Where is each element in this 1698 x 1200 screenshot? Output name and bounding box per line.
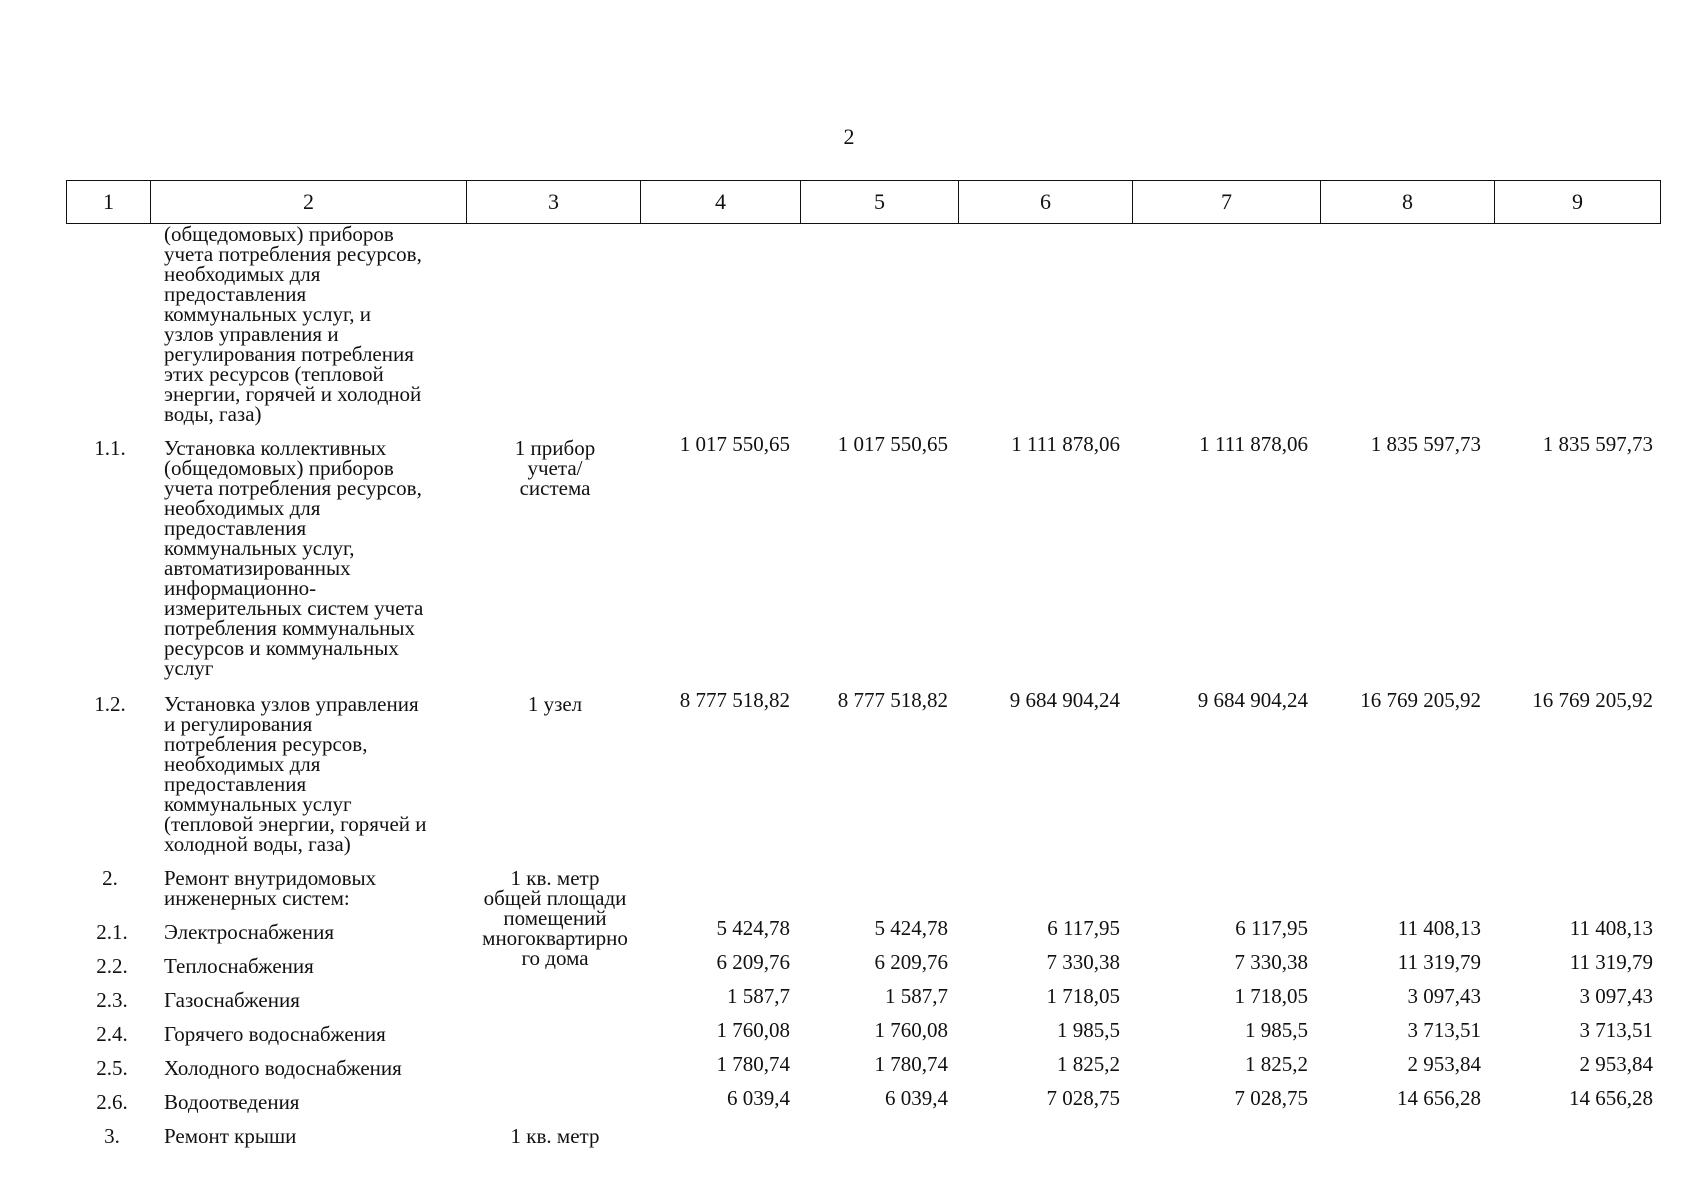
row-number: 2.5.: [96, 1056, 128, 1080]
row-value-col7: 6 117,95: [1235, 916, 1308, 940]
row-value-col6: 7 028,75: [1046, 1086, 1120, 1110]
row-value-col7: 1 825,2: [1245, 1052, 1308, 1076]
row-value-col4: 1 780,74: [716, 1052, 790, 1076]
row-value-col6: 1 111 878,06: [1011, 432, 1120, 456]
row-value-col5: 8 777 518,82: [837, 688, 948, 712]
row-value-col9: 11 319,79: [1569, 950, 1653, 974]
row-value-col5: 6 039,4: [885, 1086, 948, 1110]
row-value-col5: 5 424,78: [874, 916, 948, 940]
row-value-col8: 11 319,79: [1397, 950, 1481, 974]
row-value-col9: 14 656,28: [1569, 1086, 1653, 1110]
row-value-col7: 7 028,75: [1234, 1086, 1308, 1110]
row-value-col6: 1 825,2: [1057, 1052, 1120, 1076]
row-unit: 1 кв. метр общей площади помещений многоквартирно го дома: [482, 866, 628, 970]
row-value-col7: 1 718,05: [1234, 984, 1308, 1008]
row-value-col4: 1 017 550,65: [679, 432, 790, 456]
row-value-col7: 1 985,5: [1245, 1018, 1308, 1042]
row-value-col4: 6 039,4: [727, 1086, 790, 1110]
page-number: 2: [843, 124, 855, 149]
row-number: 1.2.: [94, 692, 126, 716]
header-col-3: 3: [467, 181, 641, 224]
row-name: Водоотведения: [164, 1090, 300, 1114]
row-number: 1.1.: [94, 436, 126, 460]
row-name: Газоснабжения: [164, 988, 300, 1012]
row-value-col8: 3 713,51: [1407, 1018, 1481, 1042]
row-number: 2.1.: [96, 920, 128, 944]
column-number-header: [66, 180, 1661, 224]
row-value-col6: 6 117,95: [1047, 916, 1120, 940]
header-col-4: 4: [641, 181, 801, 224]
row-value-col4: 1 760,08: [716, 1018, 790, 1042]
row-number: 2.6.: [96, 1090, 128, 1114]
row-unit: 1 кв. метр: [510, 1124, 600, 1148]
row-value-col7: 1 111 878,06: [1199, 432, 1308, 456]
header-col-6: 6: [959, 181, 1133, 224]
header-col-5: 5: [801, 181, 959, 224]
row-value-col6: 7 330,38: [1046, 950, 1120, 974]
row-name: Установка узлов управления и регулирования потребления ресурсов, необходимых для предоставления коммунальных услуг (тепловой энергии, горячей и холодной воды, газа): [164, 692, 427, 856]
row-unit: 1 прибор учета/ система: [514, 436, 596, 500]
row-value-col8: 16 769 205,92: [1360, 688, 1481, 712]
header-col-8: 8: [1321, 181, 1495, 224]
header-col-2: 2: [151, 181, 467, 224]
row-value-col6: 1 985,5: [1057, 1018, 1120, 1042]
row-value-col9: 2 953,84: [1579, 1052, 1653, 1076]
row-name: Ремонт внутридомовых инженерных систем:: [164, 866, 377, 910]
header-col-9: 9: [1495, 181, 1661, 224]
row-value-col6: 1 718,05: [1046, 984, 1120, 1008]
row-name: Холодного водоснабжения: [164, 1056, 402, 1080]
row-value-col9: 1 835 597,73: [1542, 432, 1653, 456]
row-value-col5: 1 780,74: [874, 1052, 948, 1076]
row-value-col8: 14 656,28: [1397, 1086, 1481, 1110]
row-value-col4: 8 777 518,82: [679, 688, 790, 712]
row-value-col7: 9 684 904,24: [1197, 688, 1308, 712]
row-value-col8: 2 953,84: [1407, 1052, 1481, 1076]
row-name: Теплоснабжения: [164, 954, 314, 978]
row-name: Горячего водоснабжения: [164, 1022, 386, 1046]
row-value-col9: 16 769 205,92: [1532, 688, 1653, 712]
row-value-col4: 1 587,7: [727, 984, 790, 1008]
row-value-col9: 3 097,43: [1579, 984, 1653, 1008]
row-value-col6: 9 684 904,24: [1009, 688, 1120, 712]
row-number: 2.4.: [96, 1022, 128, 1046]
row-value-col4: 6 209,76: [716, 950, 790, 974]
row-name: Установка коллективных (общедомовых) приборов учета потребления ресурсов, необходимых для предоставления коммунальных услуг, автоматизированных информационно- измерительных систем учета потребления коммунальных ресурсов и коммунальных услуг: [164, 436, 424, 680]
row-value-col4: 5 424,78: [716, 916, 790, 940]
row-number: 2.: [102, 866, 118, 890]
row-value-col7: 7 330,38: [1234, 950, 1308, 974]
row-number: 3.: [104, 1124, 120, 1148]
row-value-col5: 1 587,7: [885, 984, 948, 1008]
row-number: 2.3.: [96, 988, 128, 1012]
row-value-col9: 3 713,51: [1579, 1018, 1653, 1042]
row-number: 2.2.: [96, 954, 128, 978]
header-col-1: 1: [67, 181, 151, 224]
row-value-col8: 3 097,43: [1407, 984, 1481, 1008]
row-unit: 1 узел: [527, 692, 583, 716]
row-name: Ремонт крыши: [164, 1124, 297, 1148]
row-value-col8: 1 835 597,73: [1370, 432, 1481, 456]
row-value-col9: 11 408,13: [1569, 916, 1653, 940]
row-value-col5: 6 209,76: [874, 950, 948, 974]
row-name: Электроснабжения: [164, 920, 334, 944]
row-value-col5: 1 760,08: [874, 1018, 948, 1042]
continuation-text: (общедомовых) приборов учета потребления ресурсов, необходимых для предоставления коммунальных услуг, и узлов управления и регулирования потребления этих ресурсов (тепловой энергии, горячей и холодной воды, газа): [164, 222, 422, 426]
row-value-col8: 11 408,13: [1397, 916, 1481, 940]
header-col-7: 7: [1133, 181, 1321, 224]
row-value-col5: 1 017 550,65: [837, 432, 948, 456]
